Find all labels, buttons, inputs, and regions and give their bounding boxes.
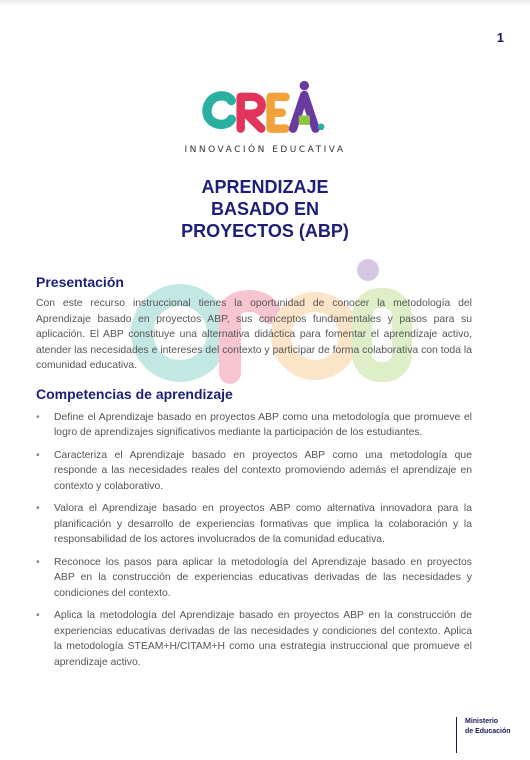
title-line: APRENDIZAJE — [201, 177, 329, 197]
presentacion-text: Con este recurso instruccional tienes la oportunidad de conocer la metodología del Aprendizaje basado en proyectos ABP, sus conceptos fundamentales y pasos para su aplicación. El ABP constituye una alternativa didáctica para fomentar el aprendizaje activo, atender las necesidades e intereses del contexto y participar de forma colaborativa con toda la comunidad educativa. — [36, 298, 472, 371]
footer-line-1: Ministerio — [465, 718, 499, 725]
title-line: BASADO EN — [210, 199, 319, 219]
list-item-text: Caracteriza el Aprendizaje basado en proyectos ABP como una metodología que responde a las necesidades reales del contexto promoviendo además el aprendizaje en contexto y colaborativo. — [54, 449, 472, 492]
page-title — [0, 176, 530, 242]
bullet-icon: • — [36, 610, 40, 621]
bullet-icon: • — [36, 503, 40, 514]
list-item — [36, 555, 472, 602]
page-number: 1 — [496, 30, 504, 45]
list-item-text: Define el Aprendizaje basado en proyectos ABP como una metodología que promueve el logro de aprendizajes significativos mediante la participación de los estudiantes. — [54, 411, 472, 438]
footer-line-2: de Educación — [465, 728, 511, 735]
bullet-icon: • — [36, 449, 40, 461]
list-item — [36, 608, 472, 670]
page-top-shadow — [0, 0, 530, 6]
main-content — [36, 274, 472, 677]
competencias-heading: Competencias de aprendizaje — [36, 385, 233, 402]
list-item — [36, 410, 472, 441]
list-item — [36, 448, 472, 495]
list-item-text: Reconoce los pasos para aplicar la metodología del Aprendizaje basado en proyectos ABP en la construcción de experiencias educativas derivadas de las necesidades y condiciones del contexto. — [54, 556, 472, 599]
crea-logo-icon — [195, 80, 335, 138]
competencias-list — [36, 410, 472, 671]
presentacion-heading: Presentación — [36, 274, 124, 290]
list-item — [36, 501, 472, 548]
bullet-icon: • — [36, 556, 40, 568]
list-item-text: Valora el Aprendizaje basado en proyectos ABP como alternativa innovadora para la planificación y desarrollo de experiencias formativas que implica la colaboración y la responsabilidad de los actores involucrados de la comunidad educativa. — [54, 503, 472, 545]
list-item-text: Aplica la metodología del Aprendizaje basado en proyectos ABP en la construcción de experiencias educativas derivadas de las necesidades y condiciones del contexto. Aplica la metodología STEAM+H/CITAM+H como una estrategia instruccional que promueve el aprendizaje activo. — [54, 610, 472, 668]
ministerio-logo — [456, 717, 511, 753]
title-line: PROYECTOS (ABP) — [181, 221, 349, 241]
logo-tagline: INNOVACIÓN EDUCATIVA — [184, 145, 346, 155]
crea-logo — [0, 80, 530, 155]
bullet-icon: • — [36, 411, 40, 423]
